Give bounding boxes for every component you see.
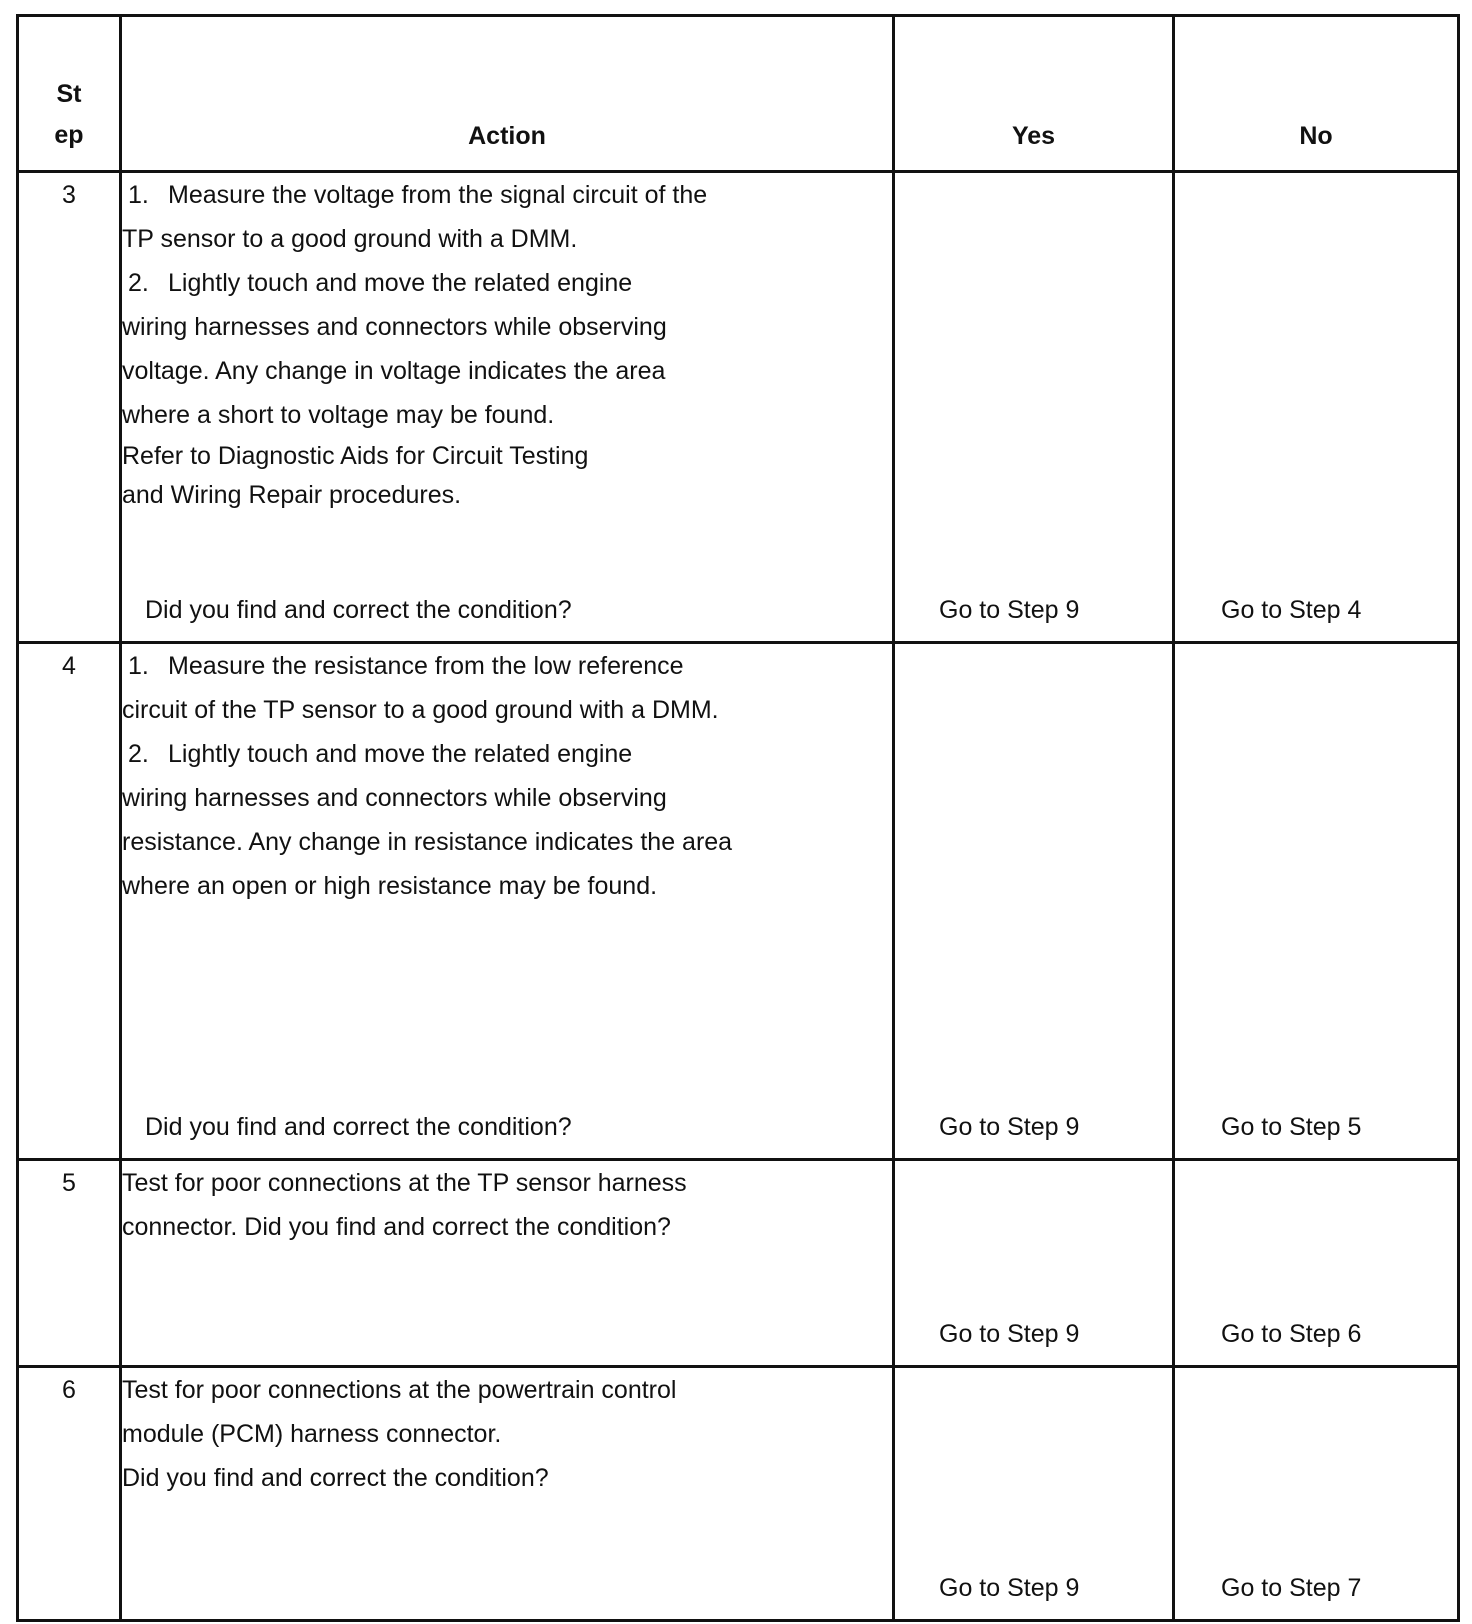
table-row (18, 1160, 1459, 1367)
no-go-to-step: Go to Step 6 (1221, 1320, 1362, 1348)
yes-cell (894, 172, 1174, 643)
header-yes: Yes (894, 16, 1174, 172)
action-line: where an open or high resistance may be found. (122, 872, 658, 900)
action-text: Measure the resistance from the low reference (168, 652, 684, 680)
diagnostic-table (16, 14, 1460, 1622)
action-question: Did you find and correct the condition? (145, 1113, 572, 1141)
table-row (18, 172, 1459, 643)
action-line: Test for poor connections at the powertrain control (122, 1376, 677, 1404)
action-text: Measure the voltage from the signal circuit of the (168, 181, 708, 209)
no-cell (1174, 643, 1459, 1160)
yes-go-to-step: Go to Step 9 (939, 1574, 1080, 1602)
action-question: Did you find and correct the condition? (145, 596, 572, 624)
yes-go-to-step: Go to Step 9 (939, 1113, 1080, 1141)
action-line: Refer to Diagnostic Aids for Circuit Testing (122, 442, 589, 470)
list-number: 1. (128, 652, 149, 680)
no-go-to-step: Go to Step 5 (1221, 1113, 1362, 1141)
list-number: 2. (128, 740, 149, 768)
action-line (122, 732, 892, 776)
action-line (122, 644, 892, 688)
action-line: wiring harnesses and connectors while observing (122, 784, 667, 812)
action-line: resistance. Any change in resistance indicates the area (122, 828, 733, 856)
action-cell (121, 1160, 894, 1367)
header-no: No (1174, 16, 1459, 172)
table-header-row (18, 16, 1459, 172)
yes-cell (894, 643, 1174, 1160)
action-line: connector. Did you find and correct the condition? (122, 1213, 671, 1241)
header-step (18, 16, 121, 172)
table-row (18, 643, 1459, 1160)
action-text: Lightly touch and move the related engine (168, 740, 633, 768)
step-number: 5 (18, 1160, 121, 1367)
header-action: Action (121, 16, 894, 172)
action-cell (121, 643, 894, 1160)
header-step-line2: ep (54, 121, 84, 149)
yes-go-to-step: Go to Step 9 (939, 596, 1080, 624)
action-cell (121, 1367, 894, 1621)
action-line: TP sensor to a good ground with a DMM. (122, 225, 578, 253)
list-number: 2. (128, 269, 149, 297)
action-line: Test for poor connections at the TP sensor harness (122, 1169, 687, 1197)
no-cell (1174, 172, 1459, 643)
action-line (122, 261, 892, 305)
yes-go-to-step: Go to Step 9 (939, 1320, 1080, 1348)
table-row (18, 1367, 1459, 1621)
no-cell (1174, 1367, 1459, 1621)
header-step-line1: St (56, 80, 82, 108)
action-line: module (PCM) harness connector. (122, 1420, 502, 1448)
step-number: 4 (18, 643, 121, 1160)
action-line: where a short to voltage may be found. (122, 401, 555, 429)
step-number: 3 (18, 172, 121, 643)
yes-cell (894, 1367, 1174, 1621)
no-go-to-step: Go to Step 7 (1221, 1574, 1362, 1602)
list-number: 1. (128, 181, 149, 209)
action-line (122, 173, 892, 217)
action-line: circuit of the TP sensor to a good ground with a DMM. (122, 696, 719, 724)
action-text: Lightly touch and move the related engine (168, 269, 633, 297)
step-number: 6 (18, 1367, 121, 1621)
action-line: wiring harnesses and connectors while observing (122, 313, 667, 341)
no-go-to-step: Go to Step 4 (1221, 596, 1362, 624)
action-line: voltage. Any change in voltage indicates the area (122, 357, 666, 385)
action-line: Did you find and correct the condition? (122, 1464, 549, 1492)
no-cell (1174, 1160, 1459, 1367)
action-line: and Wiring Repair procedures. (122, 481, 462, 509)
yes-cell (894, 1160, 1174, 1367)
action-cell (121, 172, 894, 643)
